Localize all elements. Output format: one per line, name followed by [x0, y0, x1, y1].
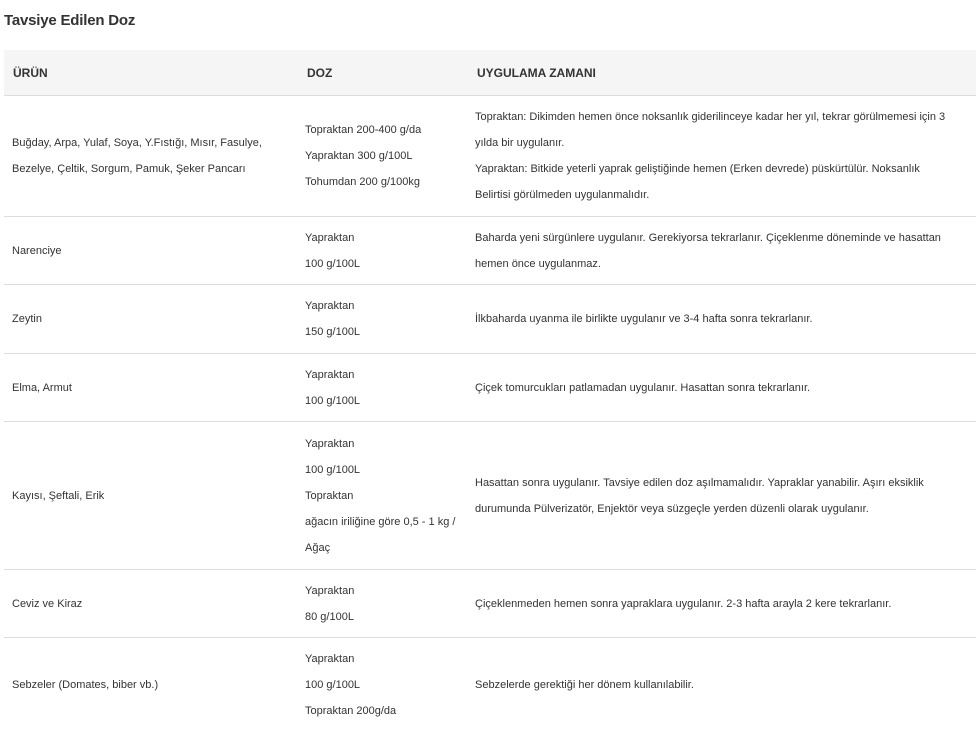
cell-text: Yapraktan: [305, 431, 463, 457]
table-row: [4, 570, 976, 638]
cell-dose: [297, 96, 467, 217]
cell-text: Çiçek tomurcukları patlamadan uygulanır. Hasattan sonra tekrarlanır.: [475, 375, 970, 401]
cell-text: Topraktan 200-400 g/da: [305, 117, 463, 143]
cell-text: Çiçeklenmeden hemen sonra yapraklara uygulanır. 2-3 hafta arayla 2 kere tekrarlanır.: [475, 591, 970, 617]
cell-text: Yapraktan: Bitkide yeterli yaprak geliştiğinde hemen (Erken devrede) püskürtülür. Noksanlık: [475, 156, 970, 182]
table-row: [4, 354, 976, 422]
cell-dose: [297, 570, 467, 638]
cell-product: [4, 354, 297, 422]
cell-product: [4, 96, 297, 217]
table-row: [4, 96, 976, 217]
cell-text: Buğday, Arpa, Yulaf, Soya, Y.Fıstığı, Mısır, Fasulye,: [12, 130, 289, 156]
cell-timing: [467, 96, 976, 217]
cell-text: Topraktan: Dikimden hemen önce noksanlık giderilinceye kadar her yıl, tekrar görülmemesi için 3: [475, 104, 970, 130]
cell-text: Yapraktan: [305, 646, 463, 672]
table-row: [4, 217, 976, 285]
cell-text: 100 g/100L: [305, 251, 463, 277]
cell-text: 80 g/100L: [305, 604, 463, 630]
cell-text: yılda bir uygulanır.: [475, 130, 970, 156]
cell-text: 150 g/100L: [305, 319, 463, 345]
cell-timing: [467, 570, 976, 638]
cell-timing: [467, 354, 976, 422]
cell-text: 100 g/100L: [305, 388, 463, 414]
cell-text: 100 g/100L: [305, 672, 463, 698]
cell-text: Baharda yeni sürgünlere uygulanır. Gerekiyorsa tekrarlanır. Çiçeklenme döneminde ve hasattan: [475, 225, 970, 251]
cell-timing: [467, 285, 976, 354]
cell-text: hemen önce uygulanmaz.: [475, 251, 970, 277]
page-title: Tavsiye Edilen Doz: [4, 12, 135, 29]
table-row: [4, 285, 976, 354]
dose-table: [4, 50, 976, 732]
cell-text: Yapraktan 300 g/100L: [305, 143, 463, 169]
cell-text: Zeytin: [12, 306, 289, 332]
table-header-row: [4, 50, 976, 96]
cell-dose: [297, 422, 467, 570]
cell-timing: [467, 217, 976, 285]
cell-dose: [297, 285, 467, 354]
column-header-dose: DOZ: [297, 50, 467, 96]
cell-product: [4, 638, 297, 732]
cell-text: Elma, Armut: [12, 375, 289, 401]
cell-text: Yapraktan: [305, 293, 463, 319]
cell-text: Yapraktan: [305, 362, 463, 388]
cell-text: Ağaç: [305, 535, 463, 561]
cell-dose: [297, 638, 467, 732]
cell-text: Tohumdan 200 g/100kg: [305, 169, 463, 195]
column-header-product: ÜRÜN: [4, 50, 297, 96]
cell-text: Sebzelerde gerektiği her dönem kullanılabilir.: [475, 672, 970, 698]
cell-dose: [297, 354, 467, 422]
cell-dose: [297, 217, 467, 285]
cell-text: ağacın iriliğine göre 0,5 - 1 kg /: [305, 509, 463, 535]
cell-text: Topraktan: [305, 483, 463, 509]
cell-text: Topraktan 200g/da: [305, 698, 463, 724]
cell-text: 100 g/100L: [305, 457, 463, 483]
cell-text: durumunda Pülverizatör, Enjektör veya süzgeçle yerden düzenli olarak uygulanır.: [475, 496, 970, 522]
cell-text: Belirtisi görülmeden uygulanmalıdır.: [475, 182, 970, 208]
cell-text: Sebzeler (Domates, biber vb.): [12, 672, 289, 698]
cell-text: Hasattan sonra uygulanır. Tavsiye edilen doz aşılmamalıdır. Yapraklar yanabilir. Aşırı eksiklik: [475, 470, 970, 496]
cell-text: Ceviz ve Kiraz: [12, 591, 289, 617]
cell-product: [4, 285, 297, 354]
cell-text: Yapraktan: [305, 578, 463, 604]
cell-product: [4, 570, 297, 638]
cell-product: [4, 422, 297, 570]
cell-product: [4, 217, 297, 285]
table-row: [4, 422, 976, 570]
column-header-timing: UYGULAMA ZAMANI: [467, 50, 976, 96]
table-row: [4, 638, 976, 732]
cell-text: Yapraktan: [305, 225, 463, 251]
cell-text: İlkbaharda uyanma ile birlikte uygulanır ve 3-4 hafta sonra tekrarlanır.: [475, 306, 970, 332]
cell-text: Narenciye: [12, 238, 289, 264]
cell-timing: [467, 638, 976, 732]
cell-text: Kayısı, Şeftali, Erik: [12, 483, 289, 509]
cell-timing: [467, 422, 976, 570]
cell-text: Bezelye, Çeltik, Sorgum, Pamuk, Şeker Pancarı: [12, 156, 289, 182]
